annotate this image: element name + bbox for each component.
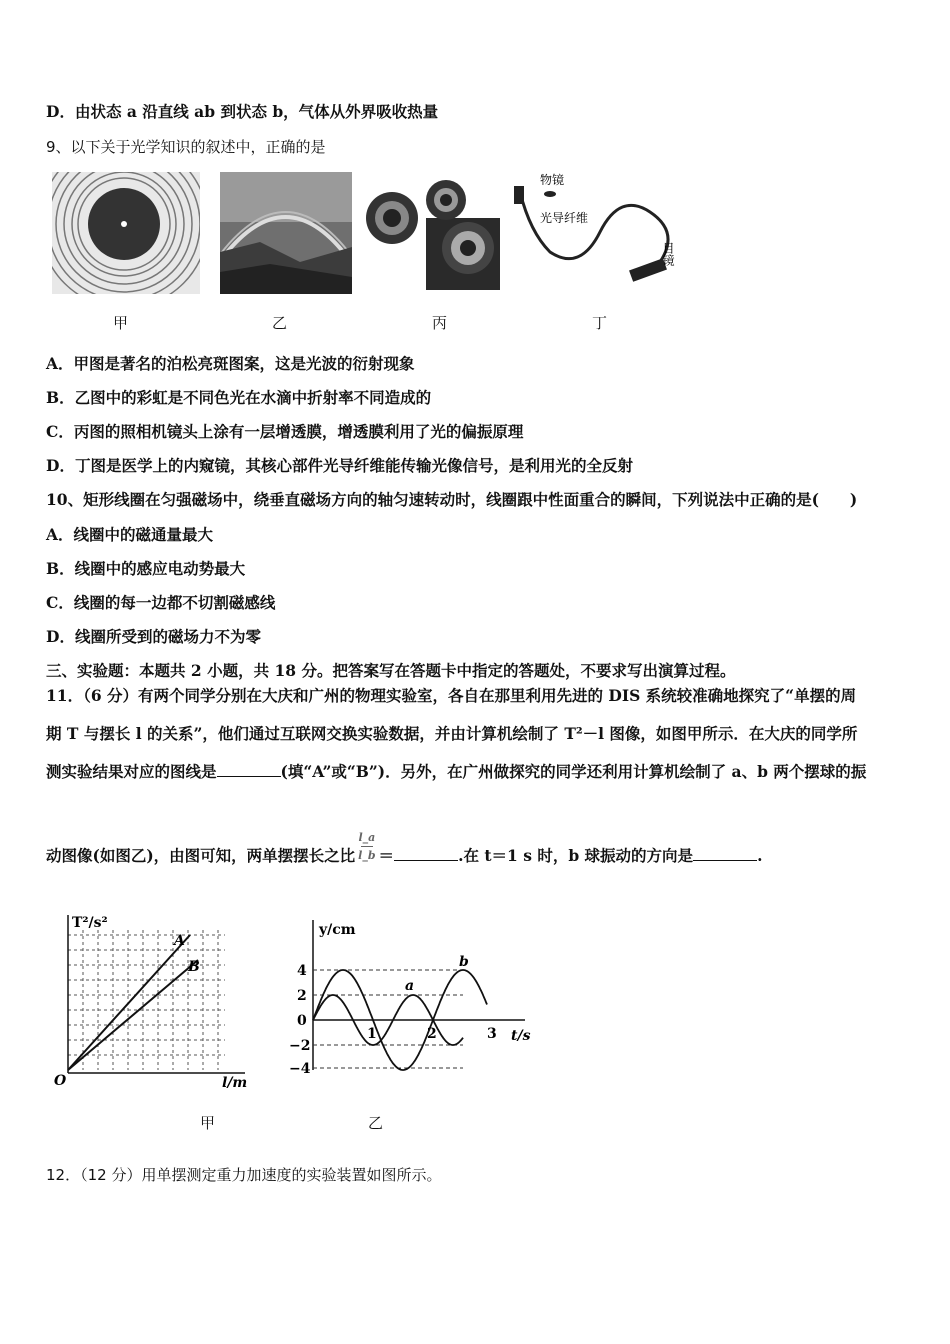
fraction-denominator: l_b [358,848,376,862]
q8-option-d: D．由状态 a 沿直线 ab 到状态 b，气体从外界吸收热量 [46,102,439,121]
q11-line-4 [46,830,763,866]
q9-option-b: B．乙图中的彩虹是不同色光在水滴中折射率不同造成的 [46,388,432,407]
q11-line-3 [46,762,866,782]
section-3-heading: 三、实验题：本题共 2 小题，共 18 分。把答案写在答题卡中指定的答题处，不要求写出演算过程。 [46,661,736,680]
graph-jia-origin: O [54,1073,67,1089]
q11-line-3-text-b: (填“A”或“B”)．另外，在广州做探究的同学还利用计算机绘制了 a、b 两个摆球的振 [280,762,867,781]
fiber-label: 光导纤维 [540,211,589,225]
q11-line-1: 11．（6 分）有两个同学分别在大庆和广州的物理实验室，各自在那里利用先进的 DIS 系统较准确地探究了“单摆的周 [46,686,857,705]
caption-ding: 丁 [592,314,608,332]
graph-yi-origin: 0 [297,1013,307,1029]
ytick-neg4: −4 [289,1061,311,1077]
answer-blank-2[interactable] [394,846,458,861]
graph-yi-vibration [285,912,545,1082]
caption-yi: 乙 [272,314,288,332]
ytick-2: 2 [297,988,307,1004]
q11-line-4-text-c: .在 t＝1 s 时，b 球振动的方向是 [458,846,694,865]
ytick-4: 4 [297,963,307,979]
objective-label: 物镜 [540,173,565,187]
curve-a-label: a [405,978,415,994]
caption-graph-yi: 乙 [368,1114,384,1132]
caption-graph-jia: 甲 [200,1114,216,1132]
q11-line-3-text-a: 测实验结果对应的图线是 [46,762,217,781]
q10-option-a: A．线圈中的磁通量最大 [46,525,214,544]
graph-jia-t2-l [50,905,260,1095]
ytick-neg2: −2 [289,1038,311,1054]
xtick-1: 1 [367,1026,377,1042]
xtick-2: 2 [427,1026,437,1042]
eyepiece-label: 目镜 [661,242,675,266]
graph-yi-ylabel: y/cm [319,922,356,938]
q11-line-4-equals: ＝ [378,846,395,865]
answer-blank-3[interactable] [693,846,757,861]
q10-option-d: D．线圈所受到的磁场力不为零 [46,627,261,646]
q9-option-a: A．甲图是著名的泊松亮斑图案，这是光波的衍射现象 [46,354,415,373]
q10-option-c: C．线圈的每一边都不切割磁感线 [46,593,276,612]
q12-stem: 12．（12 分）用单摆测定重力加速度的实验装置如图所示。 [46,1166,442,1184]
q10-option-b: B．线圈中的感应电动势最大 [46,559,246,578]
poisson-spot-image [52,172,200,294]
caption-bing: 丙 [432,314,448,332]
q9-option-d: D．丁图是医学上的内窥镜，其核心部件光导纤维能传输光像信号，是利用光的全反射 [46,456,633,475]
q11-line-4-text-d: . [757,846,763,865]
q9-stem: 9、以下关于光学知识的叙述中，正确的是 [46,138,326,156]
fraction-numerator: l_a [358,830,376,844]
q9-option-c: C．丙图的照相机镜头上涂有一层增透膜，增透膜利用了光的偏振原理 [46,422,524,441]
q10-stem: 10、矩形线圈在匀强磁场中，绕垂直磁场方向的轴匀速转动时，线圈跟中性面重合的瞬间，下列说法中正确的是( ) [46,490,858,509]
line-a-label: A [174,933,185,949]
endoscope-image [510,172,690,290]
rainbow-image [220,172,352,294]
answer-blank-1[interactable] [217,762,281,777]
caption-jia: 甲 [113,314,129,332]
camera-lens-image [364,178,502,292]
q11-line-4-text-a: 动图像(如图乙)，由图可知，两单摆摆长之比 [46,846,356,865]
graph-jia-ylabel: T²/s² [72,915,108,931]
xtick-3: 3 [487,1026,497,1042]
graph-jia-xlabel: l/m [222,1075,248,1091]
q11-line-2: 期 T 与摆长 l 的关系”，他们通过互联网交换实验数据，并由计算机绘制了 T²－l 图像，如图甲所示．在大庆的同学所 [46,724,858,743]
length-ratio-fraction [358,831,375,862]
curve-b-label: b [459,954,469,970]
line-b-label: B [188,959,200,975]
graph-yi-xlabel: t/s [511,1028,531,1044]
